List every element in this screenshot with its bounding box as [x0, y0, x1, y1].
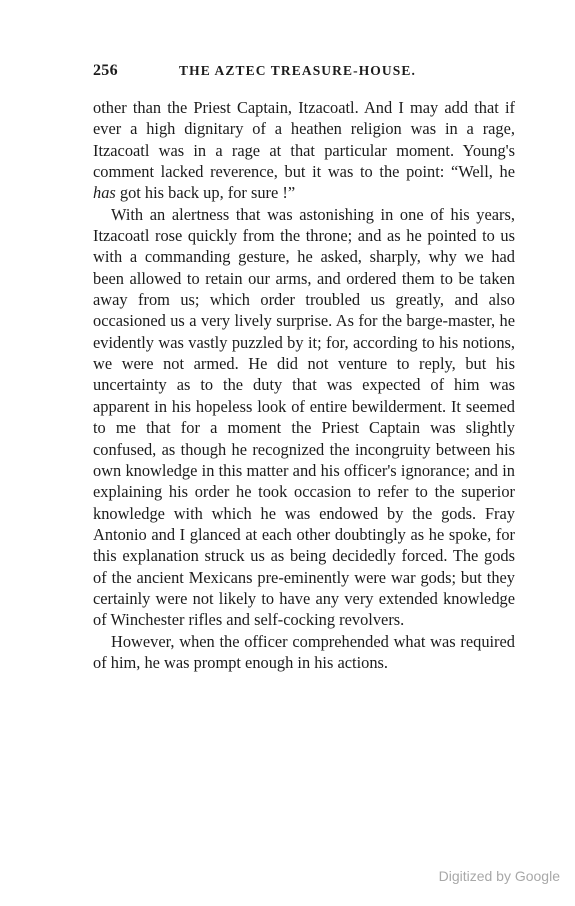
running-head: THE AZTEC TREASURE-HOUSE. — [179, 63, 416, 78]
body-text — [93, 97, 515, 673]
digitized-watermark: Digitized by Google — [438, 868, 560, 884]
paragraph: However, when the officer comprehended what was required of him, he was prompt enough in his actions. — [93, 631, 515, 672]
book-page — [93, 62, 515, 673]
emphasized-word: has — [93, 183, 116, 203]
paragraph-text: got his back up, for sure !” — [115, 183, 296, 203]
paragraph-text: other than the Priest Captain, Itzacoatl. And I may add that if ever a high dignitary of a heathen religion was in a rage, Itzacoatl was in a rage at that particular moment. Young's comment lacked reverence, but it was to the point: “Well, he — [93, 98, 515, 182]
page-header — [93, 62, 515, 84]
paragraph: With an alertness that was astonishing in one of his years, Itzacoatl rose quickly from the throne; and as he pointed to us with a commanding gesture, he asked, sharply, why we had been allowed to retain our arms, and ordered them to be taken away from us; which order troubled us greatly, and also occasioned us a very lively surprise. As for the barge-master, he evidently was vastly puzzled by it; for, according to his notions, we were not armed. He did not venture to reply, but his uncertainty as to the duty that was expected of him was apparent in his hopeless look of entire bewilderment. It seemed to me that for a moment the Priest Captain was slightly confused, as though he recognized the incongruity between his own knowledge in this matter and his officer's ignorance; and in explaining his order he took occasion to refer to the superior knowledge with which he was endowed by the gods. Fray Antonio and I glanced at each other doubtingly as he spoke, for this explanation struck us as being decidedly forced. The gods of the ancient Mexicans pre-eminently were war gods; but they certainly were not likely to have any very extended knowledge of Winchester rifles and self-cocking revolvers. — [93, 204, 515, 630]
page-number: 256 — [93, 62, 118, 79]
paragraph-continued — [93, 97, 515, 204]
